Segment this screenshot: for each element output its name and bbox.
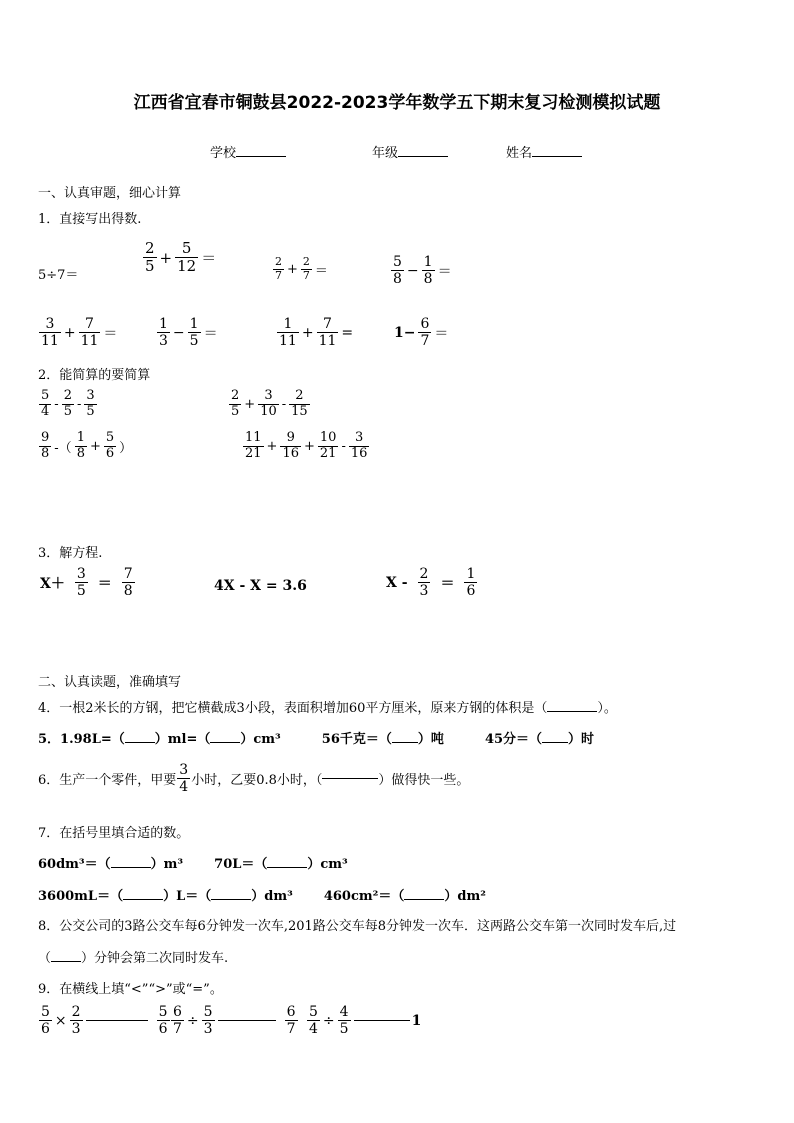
q7-line-1: 60dm³＝（ ）m³ 70L＝（ ）cm³ xyxy=(38,857,348,872)
q3-equation-2: 4X - X = 3.6 xyxy=(214,578,307,594)
q1-item-b: $\frac{2}{5}$ + $\frac{5}{12}$ ＝ xyxy=(145,239,217,276)
q9-blank-1[interactable] xyxy=(86,1020,148,1021)
page-title: 江西省宜春市铜鼓县2022-2023学年数学五下期末复习检测模拟试题 xyxy=(133,93,661,113)
q6-text: 6．生产一个零件，甲要 $\frac{3}{4}$ 小时，乙要0.8小时，（ ）做得快一些。 xyxy=(38,762,470,796)
q7-label: 7．在括号里填合适的数。 xyxy=(38,826,190,841)
q2-expr-2: $\frac{2}{5}$ + $\frac{3}{10}$ - $\frac{2}{15}$ xyxy=(231,388,308,419)
q5-blank-3[interactable] xyxy=(392,742,418,743)
q1-item-g: $\frac{1}{11}$ + $\frac{7}{11}$ = xyxy=(279,316,354,350)
q7-blank-3[interactable] xyxy=(123,899,163,900)
q7-blank-2[interactable] xyxy=(267,867,307,868)
q3-label: 3．解方程. xyxy=(38,546,103,561)
q5-text: 5．1.98L=（ ）ml=（ ）cm³ 56千克＝（ ）吨 45分＝（ ）时 xyxy=(38,732,595,747)
q9-compare-3: $\frac{5}{4}$ ÷ $\frac{4}{5}$ 1 xyxy=(309,1004,422,1038)
school-field[interactable]: 学校 xyxy=(210,142,286,161)
q2-label: 2．能简算的要简算 xyxy=(38,368,151,383)
q4-answer-blank[interactable] xyxy=(547,711,597,712)
name-field[interactable]: 姓名 xyxy=(506,142,582,161)
q5-blank-1[interactable] xyxy=(125,742,155,743)
q4-text: 4．一根2米长的方钢，把它横截成3小段，表面积增加60平方厘米，原来方钢的体积是（ ）。 xyxy=(38,701,617,716)
q1-item-f: $\frac{1}{3}$ − $\frac{1}{5}$ ＝ xyxy=(159,316,218,350)
q1-item-c: $\frac{2}{7}$ + $\frac{2}{7}$ ＝ xyxy=(275,255,328,282)
q1-item-e: $\frac{3}{11}$ + $\frac{7}{11}$ ＝ xyxy=(41,316,118,350)
q7-blank-4[interactable] xyxy=(211,899,251,900)
q7-line-2: 3600mL＝（ ）L＝（ ）dm³ 460cm²＝（ ）dm² xyxy=(38,889,486,904)
q2-expr-3: $\frac{9}{8}$ -（ $\frac{1}{8}$ + $\frac{5}{6}$ ） xyxy=(41,430,133,461)
section-2-heading: 二、认真读题，准确填写 xyxy=(38,675,182,690)
q7-blank-5[interactable] xyxy=(404,899,444,900)
q5-blank-2[interactable] xyxy=(210,742,240,743)
q3-equation-3: X - $\frac{2}{3}$ ＝ $\frac{1}{6}$ xyxy=(386,566,476,600)
section-1-heading: 一、认真审题，细心计算 xyxy=(38,186,182,201)
q8-line-2: （ ）分钟会第二次同时发车. xyxy=(38,951,229,966)
q9-label: 9．在横线上填“<”“>”或“=”。 xyxy=(38,982,223,997)
q1-item-a: 5÷7＝ xyxy=(38,268,79,283)
q9-blank-2[interactable] xyxy=(218,1020,276,1021)
q2-expr-4: $\frac{11}{21}$ + $\frac{9}{16}$ + $\frac{10}{21}$ - $\frac{3}{16}$ xyxy=(245,430,368,461)
q6-answer-blank[interactable] xyxy=(322,778,378,779)
q1-label: 1．直接写出得数. xyxy=(38,212,142,227)
q2-expr-1: $\frac{5}{4}$ - $\frac{2}{5}$ - $\frac{3}{5}$ xyxy=(41,388,95,419)
q8-answer-blank[interactable] xyxy=(51,961,81,962)
q9-blank-3[interactable] xyxy=(354,1020,410,1021)
q1-item-h: 1− $\frac{6}{7}$ ＝ xyxy=(394,316,449,350)
q1-item-d: $\frac{5}{8}$ − $\frac{1}{8}$ ＝ xyxy=(393,254,452,288)
q8-line-1: 8．公交公司的3路公交车每6分钟发一次车,201路公交车每8分钟发一次车．这两路公交车第一次同时发车后,过 xyxy=(38,919,677,934)
q5-blank-4[interactable] xyxy=(542,742,568,743)
grade-field[interactable]: 年级 xyxy=(372,142,448,161)
q9-compare-1: $\frac{5}{6}$ × $\frac{2}{3}$ $\frac{5}{6}$ xyxy=(41,1004,168,1038)
q3-equation-1: X＋ $\frac{3}{5}$ ＝ $\frac{7}{8}$ xyxy=(40,566,133,600)
q7-blank-1[interactable] xyxy=(111,867,151,868)
q9-compare-2: $\frac{6}{7}$ ÷ $\frac{5}{3}$ $\frac{6}{7}$ xyxy=(173,1004,296,1038)
